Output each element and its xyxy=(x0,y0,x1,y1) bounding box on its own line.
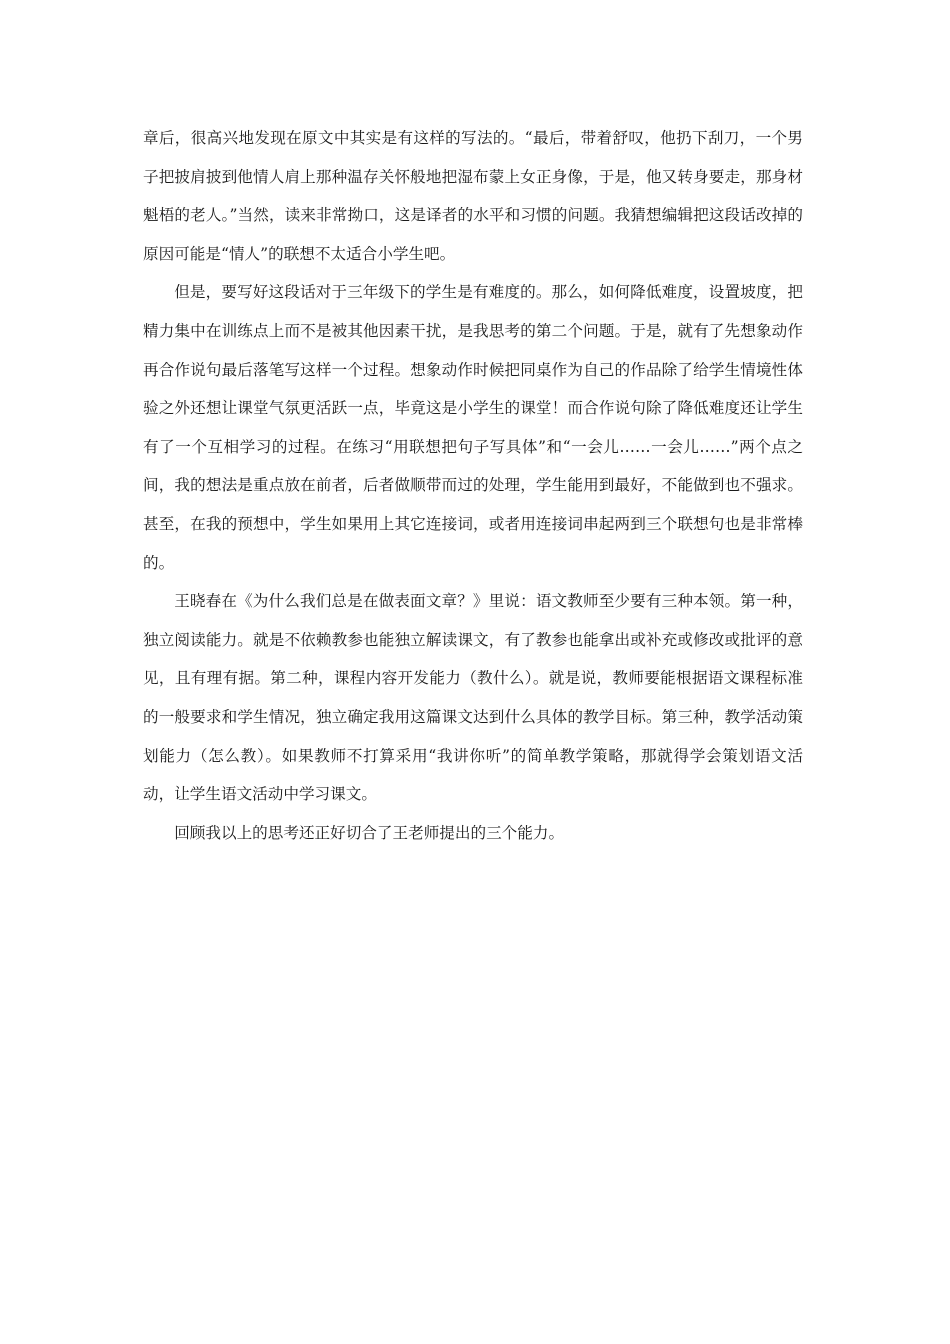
paragraph-3: 王晓春在《为什么我们总是在做表面文章？》里说：语文教师至少要有三种本领。第一种，独立阅读能力。就是不依赖教参也能独立解读课文，有了教参也能拿出或补充或修改或批评的意见，且有理有据。第二种，课程内容开发能力（教什么）。就是说，教师要能根据语文课程标准的一般要求和学生情况，独立确定我用这篇课文达到什么具体的教学目标。第三种，教学活动策划能力（怎么教）。如果教师不打算采用“我讲你听”的简单教学策略，那就得学会策划语文活动，让学生语文活动中学习课文。 xyxy=(143,592,803,804)
document-body xyxy=(143,119,803,852)
paragraph-4: 回顾我以上的思考还正好切合了王老师提出的三个能力。 xyxy=(174,823,565,842)
paragraph-1: 章后，很高兴地发现在原文中其实是有这样的写法的。“最后，带着舒叹，他扔下刮刀，一个男子把披肩披到他情人肩上那种温存关怀般地把湿布蒙上女正身像，于是，他又转身要走，那身材魁梧的老人。”当然，读来非常拗口，这是译者的水平和习惯的问题。我猜想编辑把这段话改掉的原因可能是“情人”的联想不太适合小学生吧。 xyxy=(143,129,803,263)
paragraph-2: 但是，要写好这段话对于三年级下的学生是有难度的。那么，如何降低难度，设置坡度，把精力集中在训练点上而不是被其他因素干扰，是我思考的第二个问题。于是，就有了先想象动作再合作说句最后落笔写这样一个过程。想象动作时候把同桌作为自己的作品除了给学生情境性体验之外还想让课堂气氛更活跃一点，毕竟这是小学生的课堂！而合作说句除了降低难度还让学生有了一个互相学习的过程。在练习“用联想把句子写具体”和“一会儿……一会儿……”两个点之间，我的想法是重点放在前者，后者做顺带而过的处理，学生能用到最好，不能做到也不强求。甚至，在我的预想中，学生如果用上其它连接词，或者用连接词串起两到三个联想句也是非常棒的。 xyxy=(143,283,803,572)
